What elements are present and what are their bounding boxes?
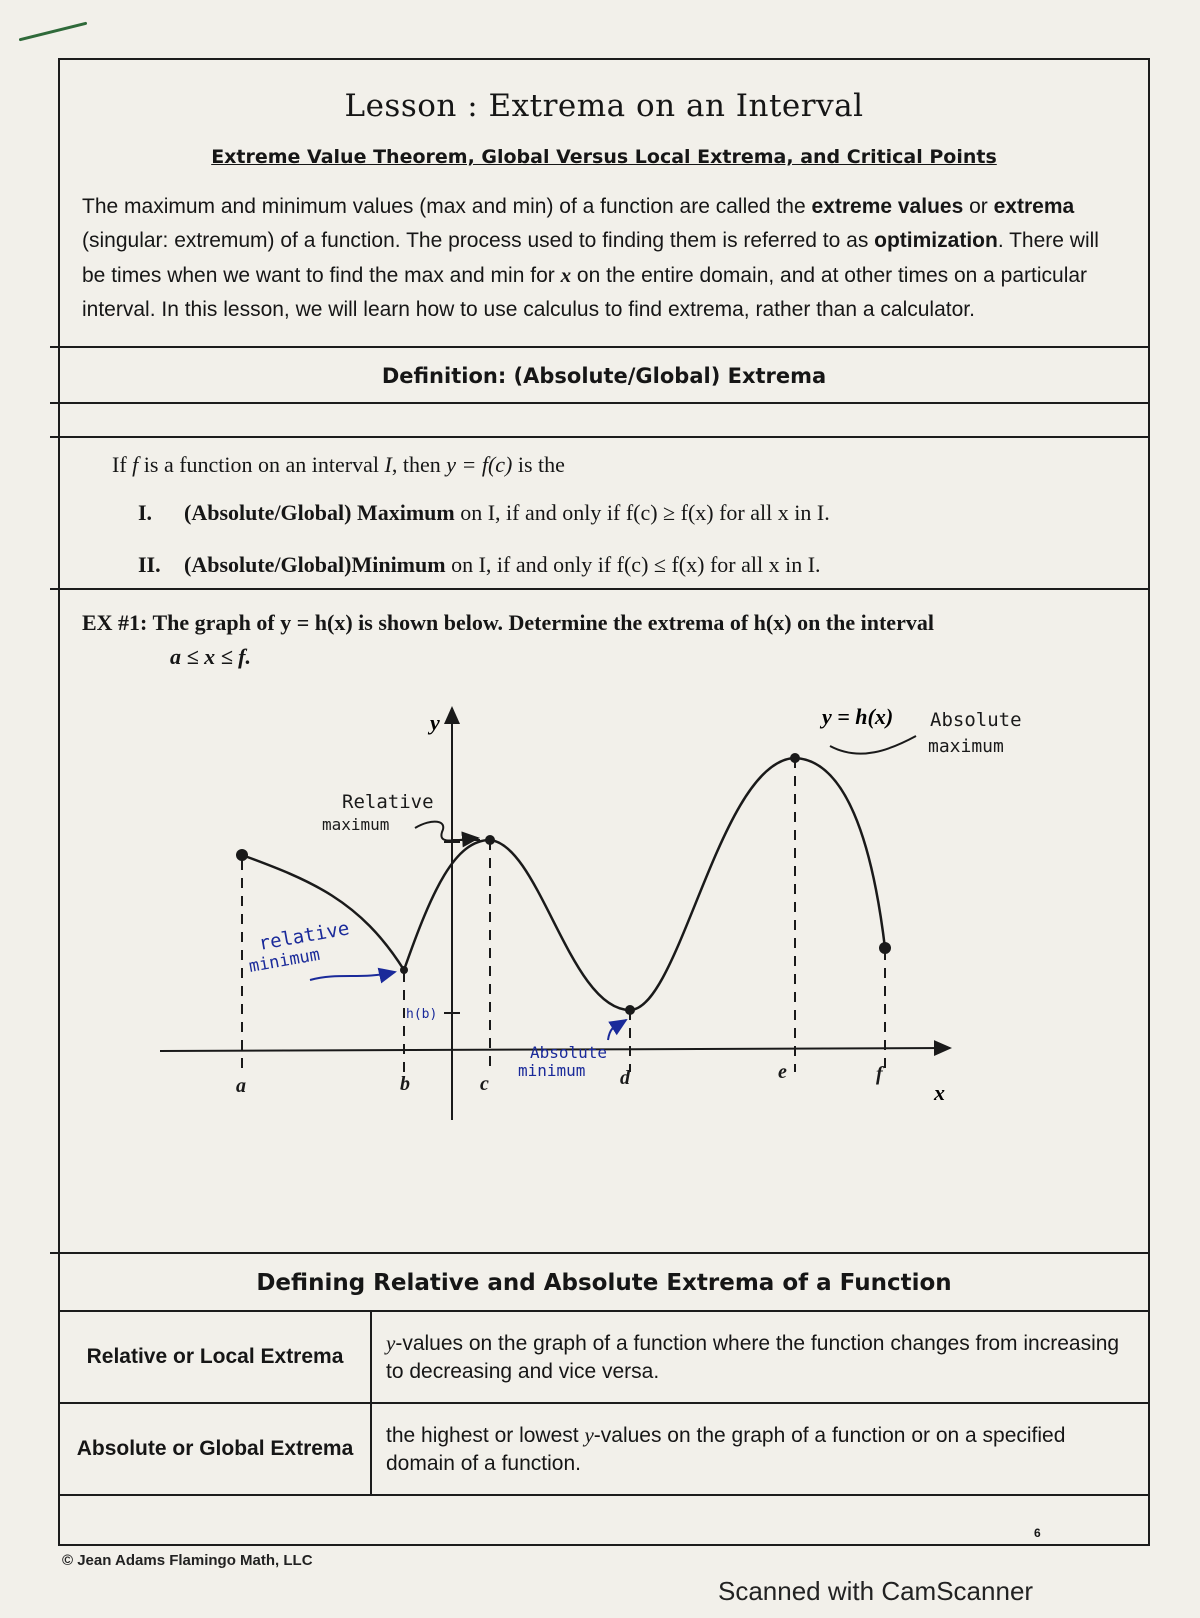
abs-max-label-2: maximum <box>928 736 1004 757</box>
desc-cell <box>371 1311 1150 1403</box>
pen-tick-mark <box>19 22 88 42</box>
rel-max-label-1: Relative <box>342 791 434 813</box>
label-c: c <box>480 1073 489 1095</box>
label-d: d <box>620 1067 630 1089</box>
divider <box>50 436 1148 438</box>
def-text: is a function on an interval <box>138 452 385 477</box>
table-row <box>60 1311 1150 1403</box>
rel-min-label-1: relative <box>257 917 351 955</box>
def-text: is the <box>512 452 565 477</box>
absolute-max-dot <box>790 753 800 763</box>
divider <box>50 402 1148 404</box>
function-curve <box>242 758 885 1010</box>
term-optimization: optimization <box>874 229 998 252</box>
abs-min-label-2: minimum <box>518 1061 586 1080</box>
abs-max-label-1: Absolute <box>930 709 1022 731</box>
intro-text: The maximum and minimum values (max and min) of a function are called the <box>82 195 812 218</box>
y-axis-label: y <box>430 710 440 735</box>
hb-label: h(b) <box>406 1007 438 1022</box>
rel-min-label-2: minimum <box>247 944 322 977</box>
abs-min-label-1: Absolute <box>530 1043 608 1062</box>
endpoint-f-dot <box>879 942 891 954</box>
desc-text: -values on the graph of a function where the function changes from increasing to decreasing and vice versa. <box>386 1331 1120 1383</box>
term-extreme-values: extreme values <box>811 195 964 218</box>
item-number: I. <box>138 500 153 525</box>
table-title: Defining Relative and Absolute Extrema of a Function <box>256 1270 952 1296</box>
relative-max-dot <box>485 835 495 845</box>
definition-item-maximum <box>138 500 830 526</box>
term-extrema: extrema <box>993 195 1075 218</box>
scanner-watermark: Scanned with CamScanner <box>718 1576 1034 1606</box>
desc-text: the highest or lowest <box>386 1423 585 1447</box>
desc-text: -values on the graph of a function or on a specified domain of a function. <box>386 1423 1066 1475</box>
label-b: b <box>400 1073 410 1095</box>
intro-paragraph <box>82 190 1118 327</box>
def-text: , then <box>391 452 447 477</box>
rel-max-pointer <box>415 822 478 841</box>
definition-heading: Definition: (Absolute/Global) Extrema <box>381 364 827 388</box>
desc-variable: y <box>584 1422 594 1447</box>
divider <box>50 588 1148 590</box>
divider <box>50 1252 1148 1254</box>
def-equation: y = f(c) <box>446 452 513 477</box>
curve-label: y = h(x) <box>822 704 894 729</box>
extrema-definitions-table <box>60 1310 1150 1496</box>
term-cell: Absolute or Global Extrema <box>60 1403 371 1495</box>
desc-cell <box>371 1403 1150 1495</box>
def-variable: I <box>384 452 392 477</box>
item-term: (Absolute/Global)Minimum <box>184 552 446 577</box>
endpoint-a-dot <box>236 849 248 861</box>
item-text: on I, if and only if f(c) ≤ f(x) for all x in I. <box>445 552 821 577</box>
point-b-dot <box>400 966 408 974</box>
example-text: The graph of y = h(x) is shown below. Determine the extrema of h(x) on the interval <box>147 610 934 635</box>
example-interval: a ≤ x ≤ f. <box>170 644 251 669</box>
definition-item-minimum <box>138 552 821 578</box>
intro-text: or <box>963 195 994 218</box>
label-a: a <box>236 1075 246 1097</box>
label-e: e <box>778 1061 787 1083</box>
label-f: f <box>876 1063 883 1085</box>
item-term: (Absolute/Global) Maximum <box>184 500 455 525</box>
rel-max-label-2: maximum <box>322 815 390 834</box>
item-number: II. <box>138 552 161 577</box>
function-graph <box>60 680 1148 1150</box>
def-variable: f <box>132 452 139 477</box>
absolute-min-dot <box>625 1005 635 1015</box>
abs-min-pointer <box>608 1020 626 1040</box>
intro-variable: x <box>560 263 572 287</box>
lesson-title: Lesson : Extrema on an Interval <box>344 88 864 124</box>
table-row <box>60 1403 1150 1495</box>
item-text: on I, if and only if f(c) ≥ f(x) for all x in I. <box>454 500 830 525</box>
copyright-footer: © Jean Adams Flamingo Math, LLC <box>62 1552 313 1569</box>
term-cell: Relative or Local Extrema <box>60 1311 371 1403</box>
intro-text: (singular: extremum) of a function. The process used to finding them is referred to as <box>82 229 875 252</box>
lesson-subtitle: Extreme Value Theorem, Global Versus Local Extrema, and Critical Points <box>211 146 997 168</box>
example-prompt <box>82 606 1122 674</box>
worksheet-page <box>58 58 1150 1546</box>
abs-max-pointer <box>830 736 916 754</box>
page-number: 6 <box>1034 1526 1041 1540</box>
definition-intro <box>112 452 565 478</box>
rel-min-pointer <box>310 972 395 980</box>
divider <box>50 346 1148 348</box>
example-label: EX #1: <box>82 610 148 635</box>
x-axis-label: x <box>934 1080 945 1105</box>
def-text: If <box>112 452 133 477</box>
intro-text: . There will be times when we want to find the max and min for <box>82 229 1099 287</box>
intro-text: on the entire domain, and at other times on a particular interval. In this lesson, we will learn how to use calculus to find extrema, rather than a calculator. <box>82 264 1088 321</box>
desc-variable: y <box>386 1330 396 1355</box>
